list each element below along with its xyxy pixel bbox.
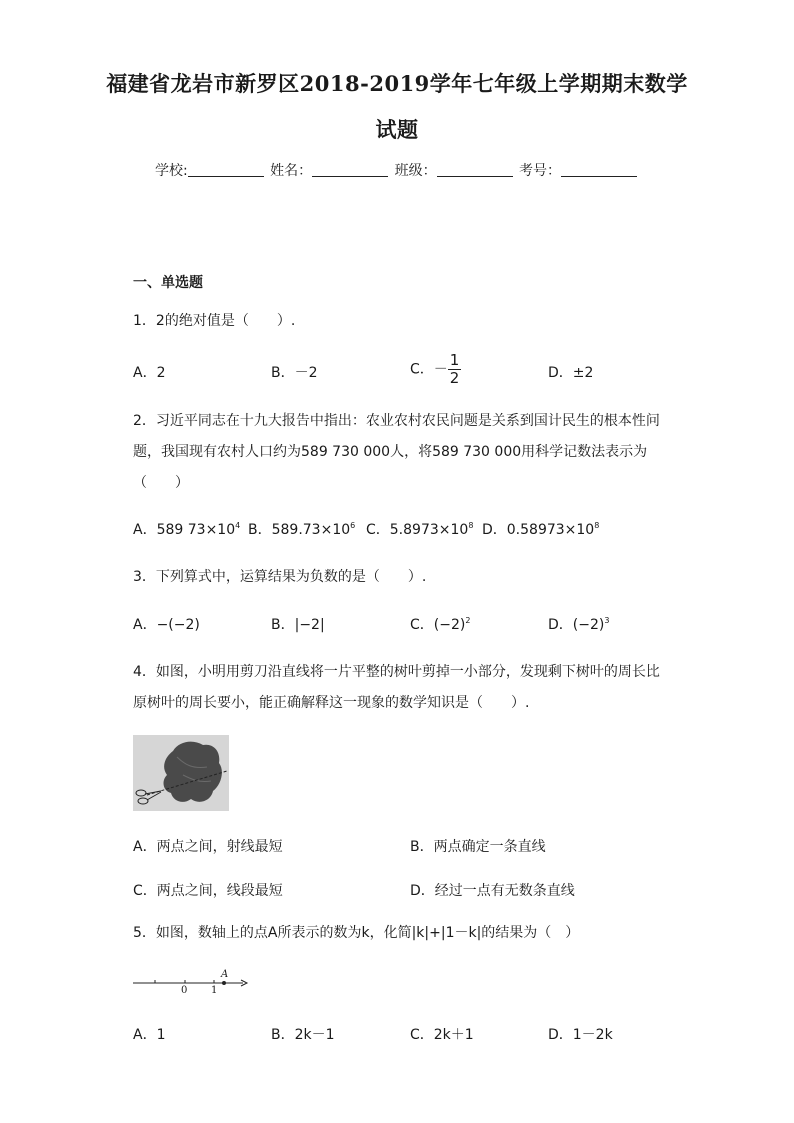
- q2-option-c-base: C．5.8973×10: [366, 522, 469, 538]
- q4-option-b: B．两点确定一条直线: [410, 839, 546, 855]
- q2-option-c: [366, 519, 473, 539]
- name-label: 姓名：: [270, 163, 313, 179]
- q5-option-b: B．2k－1: [271, 1027, 335, 1043]
- class-blank[interactable]: [437, 162, 513, 177]
- q2-option-a-base: A．589 73×10: [133, 522, 236, 538]
- q2-option-d: [482, 519, 599, 539]
- q2-option-c-exp: 8: [468, 521, 474, 530]
- question-4-stem: 4．如图，小明用剪刀沿直线将一片平整的树叶剪掉一小部分，发现剩下树叶的周长比原树叶的周长要小，能正确解释这一现象的数学知识是（ ）.: [133, 664, 660, 711]
- q2-option-b: [248, 519, 355, 539]
- axis-label-zero: 0: [181, 985, 188, 996]
- leaf-scissors-illustration: [133, 735, 229, 811]
- q3-option-d: [548, 614, 609, 634]
- q2-option-a-exp: 4: [235, 521, 241, 530]
- q4-option-a: A．两点之间，射线最短: [133, 839, 283, 855]
- q2-option-b-base: B．589.73×10: [248, 522, 351, 538]
- q3-option-d-exp: 3: [604, 616, 610, 625]
- page-title: 福建省龙岩市新罗区2018-2019学年七年级上学期期末数学: [106, 71, 688, 96]
- q2-option-d-exp: 8: [594, 521, 600, 530]
- section-heading: 一、单选题: [133, 275, 203, 291]
- q4-option-c: C．两点之间，线段最短: [133, 883, 283, 899]
- school-blank[interactable]: [188, 162, 264, 177]
- q5-option-d: D．1－2k: [548, 1027, 613, 1043]
- question-1-stem: 1．2的绝对值是（ ）.: [133, 313, 296, 329]
- axis-label-one: 1: [211, 985, 218, 996]
- page-title-line2: 试题: [375, 117, 419, 142]
- q2-option-b-exp: 6: [350, 521, 356, 530]
- q4-option-d: D．经过一点有无数条直线: [410, 883, 575, 899]
- number-blank[interactable]: [561, 162, 637, 177]
- q1-option-c: [410, 352, 461, 387]
- leaf-cut-figure: [133, 735, 229, 811]
- fraction: [448, 352, 462, 387]
- student-info-line: [0, 160, 794, 180]
- question-2-stem: 2．习近平同志在十九大报告中指出：农业农村农民问题是关系到国计民生的根本性问题，我国现有农村人口约为589 730 000人，将589 730 000用科学记数法表示为（ ）: [133, 413, 660, 491]
- axis-point-a: A: [221, 969, 229, 980]
- number-label: 考号：: [519, 163, 562, 179]
- number-line: [133, 966, 253, 998]
- question-3-stem: 3．下列算式中，运算结果为负数的是（ ）.: [133, 569, 427, 585]
- q3-option-b: B．|−2|: [271, 617, 325, 633]
- q1-option-a: A．2: [133, 365, 166, 381]
- q2-option-d-base: D．0.58973×10: [482, 522, 595, 538]
- q5-option-a: A．1: [133, 1027, 166, 1043]
- q1-option-c-prefix: C．－: [410, 361, 448, 378]
- number-line-figure: [133, 966, 253, 998]
- q5-option-c: C．2k＋1: [410, 1027, 474, 1043]
- q3-option-c-exp: 2: [465, 616, 471, 625]
- q3-option-c-base: C．(−2): [410, 617, 466, 633]
- q1-option-b: B．－2: [271, 365, 318, 381]
- fraction-denominator: 2: [449, 369, 460, 387]
- name-blank[interactable]: [312, 162, 388, 177]
- q2-option-a: [133, 519, 240, 539]
- q3-option-a: A．−(−2): [133, 617, 200, 633]
- q3-option-c: [410, 614, 470, 634]
- q3-option-d-base: D．(−2): [548, 617, 605, 633]
- q1-option-d: D．±2: [548, 365, 594, 381]
- school-label: 学校:: [154, 163, 188, 179]
- fraction-numerator: 1: [449, 351, 460, 369]
- class-label: 班级：: [394, 163, 437, 179]
- question-5-stem: 5．如图，数轴上的点A所表示的数为k，化简|k|+|1－k|的结果为（ ）: [133, 925, 580, 941]
